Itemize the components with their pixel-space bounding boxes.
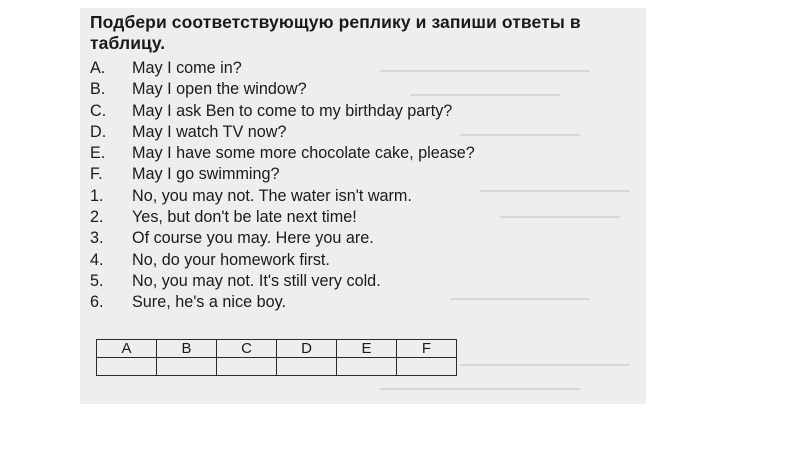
question-text: May I ask Ben to come to my birthday party?: [132, 101, 453, 120]
answer-cell[interactable]: [397, 358, 457, 376]
question-letter: A.: [90, 59, 106, 77]
question-text: May I have some more chocolate cake, please?: [132, 144, 475, 163]
reply-4: [90, 250, 642, 271]
answer-table-header: C: [217, 340, 277, 358]
answer-table-header-row: [97, 340, 457, 358]
question-letter: C.: [90, 101, 107, 120]
worksheet-scan: [80, 8, 646, 404]
reply-number: 4.: [90, 250, 104, 269]
question-text: May I watch TV now?: [132, 122, 287, 141]
reply-text: Of course you may. Here you are.: [132, 229, 374, 248]
answer-table-header: F: [397, 340, 457, 358]
question-letter: B.: [90, 80, 106, 99]
reply-text: Sure, he's a nice boy.: [132, 293, 286, 312]
question-b: [90, 79, 642, 100]
task-instruction-line-1: Подбери соответствующую реплику и запиши ответы в: [90, 12, 581, 32]
answer-cell[interactable]: [157, 358, 217, 376]
bleed-through-mark: [380, 388, 580, 390]
reply-text: No, you may not. It's still very cold.: [132, 271, 381, 290]
answer-cell[interactable]: [277, 358, 337, 376]
answer-cell[interactable]: [217, 358, 277, 376]
answer-cell[interactable]: [337, 358, 397, 376]
reply-number: 5.: [90, 271, 104, 290]
question-letter: D.: [90, 122, 107, 141]
answer-table-header: D: [277, 340, 337, 358]
task-instruction: [90, 12, 642, 54]
answer-cell[interactable]: [97, 358, 157, 376]
question-f: [90, 164, 642, 185]
exercise: [90, 12, 642, 314]
question-d: [90, 122, 642, 143]
answer-table-header: A: [97, 340, 157, 358]
reply-number: 2.: [90, 208, 104, 227]
question-a: [90, 58, 642, 79]
question-letter: F.: [90, 165, 103, 184]
reply-2: [90, 207, 642, 228]
answer-table-answer-row: [97, 358, 457, 376]
replies-list: [90, 186, 642, 314]
reply-5: [90, 271, 642, 292]
task-instruction-line-2: таблицу.: [90, 33, 166, 53]
reply-number: 3.: [90, 229, 104, 248]
reply-3: [90, 228, 642, 249]
question-c: [90, 101, 642, 122]
reply-1: [90, 186, 642, 207]
answer-table: [96, 339, 457, 376]
answer-table-header: B: [157, 340, 217, 358]
question-text: May I open the window?: [132, 80, 307, 99]
reply-text: No, you may not. The water isn't warm.: [132, 186, 412, 205]
reply-number: 6.: [90, 293, 104, 312]
bleed-through-mark: [460, 364, 630, 366]
reply-number: 1.: [90, 186, 104, 205]
question-letter: E.: [90, 144, 106, 163]
answer-table-header: E: [337, 340, 397, 358]
question-text: May I go swimming?: [132, 165, 280, 184]
question-e: [90, 143, 642, 164]
reply-text: Yes, but don't be late next time!: [132, 208, 357, 227]
question-text: May I come in?: [132, 59, 242, 77]
reply-6: [90, 292, 642, 313]
questions-list: [90, 58, 642, 186]
reply-text: No, do your homework first.: [132, 250, 330, 269]
